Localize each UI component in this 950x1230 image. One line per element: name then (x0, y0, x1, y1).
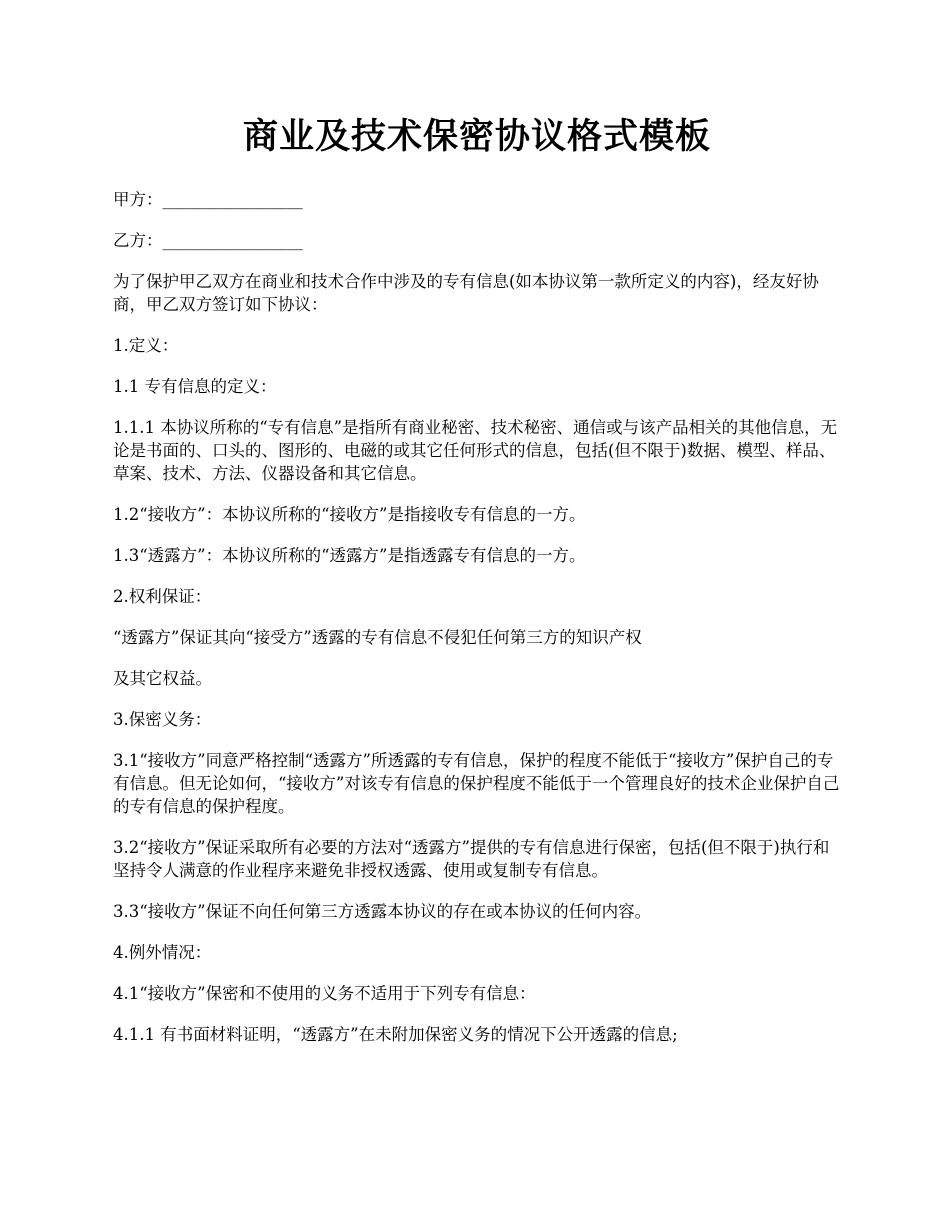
party-a-line: 甲方：_________________ (113, 190, 303, 209)
clause-1-1-heading: 1.1 专有信息的定义： (113, 377, 277, 396)
clause-3-1: 3.1“接收方”同意严格控制“透露方”所透露的专有信息，保护的程度不能低于“接收方”保护自己的专有信息。但无论如何，“接收方”对该专有信息的保护程度不能低于一个管理良好的技术企业保护自己的专有信息的保护程度。 (113, 751, 840, 816)
section-2-heading: 2.权利保证： (113, 587, 212, 606)
clause-1-3: 1.3“透露方”：本协议所称的“透露方”是指透露专有信息的一方。 (113, 546, 586, 565)
warranty-paragraph: “透露方”保证其向“接受方”透露的专有信息不侵犯任何第三方的知识产权 (113, 628, 642, 647)
clause-4-1-1: 4.1.1 有书面材料证明，“透露方”在未附加保密义务的情况下公开透露的信息; (113, 1025, 678, 1044)
clause-1-1-1: 1.1.1 本协议所称的“专有信息”是指所有商业秘密、技术秘密、通信或与该产品相关的其他信息，无论是书面的、口头的、图形的、电磁的或其它任何形式的信息，包括(但不限于)数据、模型、样品、草案、技术、方法、仪器设备和其它信息。 (113, 418, 838, 483)
preamble-paragraph: 为了保护甲乙双方在商业和技术合作中涉及的专有信息(如本协议第一款所定义的内容)，经友好协商，甲乙双方签订如下协议： (113, 272, 819, 314)
clause-4-1: 4.1“接收方”保密和不使用的义务不适用于下列专有信息： (113, 984, 536, 1003)
section-1-heading: 1.定义： (113, 336, 179, 355)
document-page (113, 112, 841, 1064)
section-4-heading: 4.例外情况： (113, 943, 212, 962)
party-b-line: 乙方：_________________ (113, 231, 303, 250)
clause-3-3: 3.3“接收方”保证不向任何第三方透露本协议的存在或本协议的任何内容。 (113, 902, 652, 921)
document-title: 商业及技术保密协议格式模板 (242, 116, 711, 157)
warranty-paragraph-continued: 及其它权益。 (113, 669, 212, 688)
section-3-heading: 3.保密义务： (113, 710, 212, 729)
clause-3-2: 3.2“接收方”保证采取所有必要的方法对“透露方”提供的专有信息进行保密，包括(但不限于)执行和坚持令人满意的作业程序来避免非授权透露、使用或复制专有信息。 (113, 838, 830, 880)
clause-1-2: 1.2“接收方”：本协议所称的“接收方”是指接收专有信息的一方。 (113, 505, 586, 524)
